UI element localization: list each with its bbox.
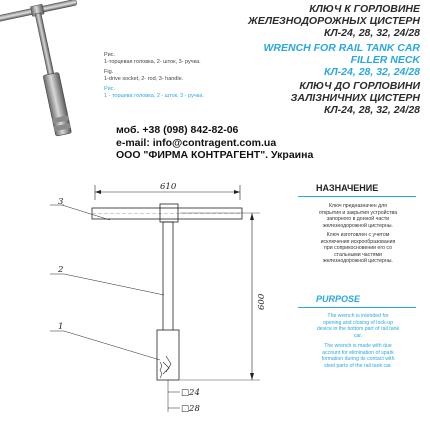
technical-drawing <box>0 180 280 423</box>
purpose-heading-ru: НАЗНАЧЕНИЕ <box>316 183 379 193</box>
heading-divider-en <box>298 307 416 308</box>
socket-size-24: □24 <box>181 388 200 398</box>
purpose-heading-en: PURPOSE <box>316 294 361 304</box>
callout-3: 3 <box>58 197 64 207</box>
caption-ukrainian: Рис. 1 - торцева головка, 2 - шток, 3 - ручка. <box>104 86 204 99</box>
dim-height-label: 600 <box>257 293 267 310</box>
title-russian: КЛЮЧ К ГОРЛОВИНЕ ЖЕЛЕЗНОДОРОЖНЫХ ЦИСТЕРН КЛ-24, 28, 32, 24/28 <box>248 3 420 39</box>
socket-size-28: □28 <box>181 404 200 414</box>
phone-text: моб. +38 (098) 842-82-06 <box>116 124 239 136</box>
purpose-paragraph-1-en: The wrench is intended for opening and closing of lock-up device in the bottom part of rail tank car. <box>316 313 400 339</box>
email-text: e-mail: info@contragent.com.ua <box>116 136 277 149</box>
contact-block <box>116 124 313 162</box>
wrench-photo <box>0 0 100 140</box>
title-ukrainian: КЛЮЧ ДО ГОРЛОВИНИ ЗАЛІЗНИЧНИХ ЦИСТЕРН КЛ-24, 28, 32, 24/28 <box>290 80 420 116</box>
callout-2: 2 <box>58 265 64 275</box>
purpose-paragraph-2-ru: Ключ изготовлен с учетом исключения искрообразования при соприкосновении его со стальными частями железнодорожной цистерны. <box>320 232 396 265</box>
callout-1: 1 <box>58 322 64 332</box>
caption-russian: Рис. 1-торцевая головка, 2- шток, 3- ручка. <box>104 52 201 65</box>
caption-english: Fig. 1-drive socket, 2- rod, 3- handle. <box>104 69 184 82</box>
dim-width-label: 610 <box>160 182 177 192</box>
company-text: ООО "ФИРМА КОНТРАГЕНТ". Украина <box>116 149 314 161</box>
purpose-paragraph-1-ru: Ключ предназначен для открытия и закрытия устройства запорного в донной части железнодорожной цистерны. <box>318 203 398 229</box>
purpose-paragraph-2-en: The wrench is made with due account for elimination of spark formation during its contact with steel parts of the rail tank car. <box>321 343 395 369</box>
title-english: WRENCH FOR RAIL TANK CAR FILLER NECK КЛ-24, 28, 32, 24/28 <box>263 42 420 78</box>
heading-divider-ru <box>298 196 416 197</box>
